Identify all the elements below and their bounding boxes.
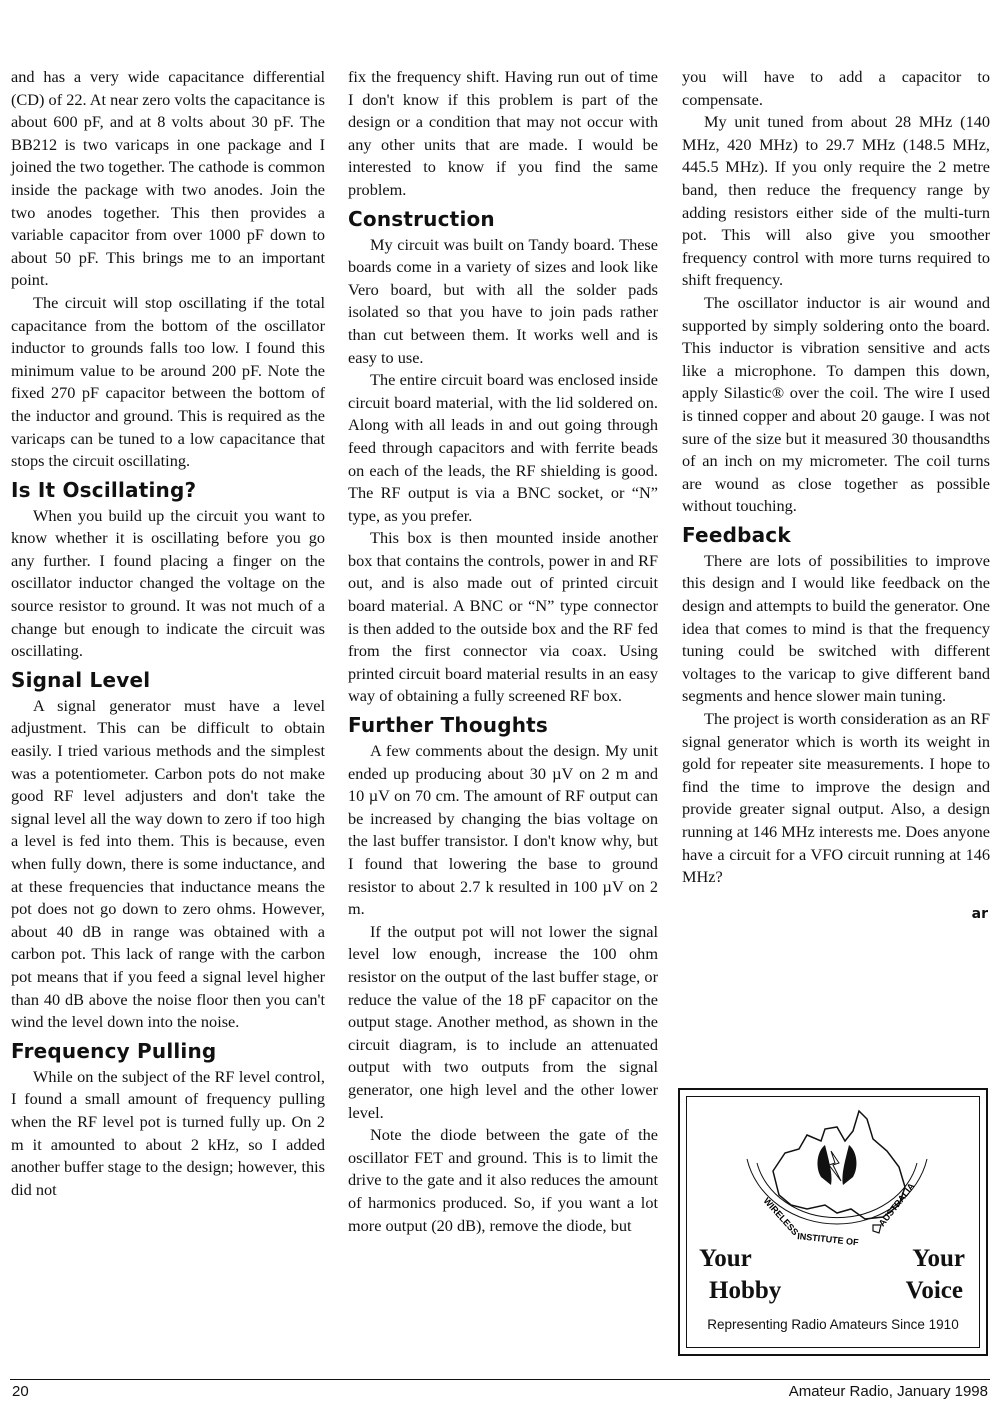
paragraph: A signal generator must have a level adjustment. This can be difficult to obtain easily. I tried various methods and the simplest was a potentiometer. Carbon pots do not make good RF level adjusters and don't take the signal level all the way down to zero if too high a level is fed into them. This is because, even when fully down, there is some inductance, and at these frequencies that inductance means the pot does not go down to zero ohms. However, about 40 dB in range was obtained with a carbon pot. This lack of range with the carbon pot means that if you feed a signal level higher than 40 dB above the noise floor then you can't wind the level down into the noise. xyxy=(11,695,325,1032)
paragraph: There are lots of possibilities to improve this design and I would like feedback on the design and attempts to build the generator. One idea that comes to mind is that the frequency tuning could be switched with different voltages to the varicap to give different band segments and hence slower main tuning. xyxy=(682,550,990,706)
slogan-your-left: Your xyxy=(699,1245,752,1272)
advertisement-inner-border xyxy=(686,1096,980,1348)
section-heading-feedback: Feedback xyxy=(682,522,791,547)
section-heading-oscillating: Is It Oscillating? xyxy=(11,477,197,502)
page-number: 20 xyxy=(12,1383,29,1400)
paragraph: While on the subject of the RF level control, I found a small amount of frequency pulling when the RF level pot is turned fully up. On 2 m it amounted to about 2 kHz, so I added another buffer stage to the design; however, this did not xyxy=(11,1066,325,1199)
article-column-3 xyxy=(682,66,990,925)
emblem-text-australia: AUSTRALIA xyxy=(876,1181,917,1229)
wia-advertisement xyxy=(678,1088,988,1356)
slogan-your-right: Your xyxy=(912,1245,965,1272)
publication-issue: Amateur Radio, January 1998 xyxy=(788,1383,988,1400)
section-heading-frequency-pulling: Frequency Pulling xyxy=(11,1038,217,1063)
paragraph: Note the diode between the gate of the oscillator FET and ground. This is to limit the drive to the gate and it also reduces the amount of harmonics produced. So, if you want a lot more output (20 dB), remove the diode, but xyxy=(348,1125,658,1235)
paragraph: My unit tuned from about 28 MHz (140 MHz, 420 MHz) to 29.7 MHz (148.5 MHz, 445.5 MHz). If you only require the 2 metre band, then reduce the frequency range by adding resistors either side of the multi-turn pot. This will also give you smoother frequency control with more turns required to shift frequency. xyxy=(682,112,990,290)
footer-rule xyxy=(10,1379,990,1380)
section-heading-further-thoughts: Further Thoughts xyxy=(348,713,549,738)
paragraph: you will have to add a capacitor to compensate. xyxy=(682,67,990,109)
paragraph: A few comments about the design. My unit ended up producing about 30 µV on 2 m and 10 µV on 70 cm. The amount of RF output can be increased by changing the bias voltage on the last buffer transistor. I don't know why, but I found that lowering the base to ground resistor to about 2.7 k resulted in 100 µV on 2 m. xyxy=(348,741,658,919)
slogan-voice: Voice xyxy=(905,1277,963,1304)
emblem-text-institute: INSTITUTE OF xyxy=(796,1231,859,1248)
paragraph: When you build up the circuit you want to know whether it is oscillating before you go any further. I found placing a finger on the oscillator inductor changed the voltage on the source resistor to ground. It was not much of a change but enough to indicate the circuit was oscillating. xyxy=(11,505,325,661)
section-heading-construction: Construction xyxy=(348,206,495,231)
wia-emblem-icon xyxy=(733,1101,939,1251)
advertisement-tagline: Representing Radio Amateurs Since 1910 xyxy=(707,1317,959,1332)
paragraph: The oscillator inductor is air wound and supported by simply soldering onto the board. This inductor is vibration sensitive and acts like a microphone. To dampen this down, apply Silastic® over the coil. The wire I used is tinned copper and about 20 gauge. I was not sure of the size but it measured 30 thousandths of an inch on my micrometer. The coil turns are wound as close together as possible without touching. xyxy=(682,292,990,516)
slogan-hobby: Hobby xyxy=(709,1277,782,1304)
paragraph: The entire circuit board was enclosed inside circuit board material, with the lid soldered on. Along with all leads in and out going through feed through capacitors and with ferrite beads on each of the leads, the RF shielding is good. The RF output is via a BNC socket, or “N” type, as you prefer. xyxy=(348,370,658,525)
article-column-1 xyxy=(11,66,325,1201)
paragraph: fix the frequency shift. Having run out of time I don't know if this problem is part of the design or a condition that may not occur with any other units that are made. I would be interested to know if you find the same problem. xyxy=(348,67,658,199)
article-column-2 xyxy=(348,66,658,1237)
paragraph: This box is then mounted inside another box that contains the controls, power in and RF out, and is also made out of printed circuit board material. A BNC or “N” type connector is then added to the outside box and the RF fed from the first connector via coax. Using printed circuit board material results in an easy way of obtaining a fully screened RF box. xyxy=(348,528,658,706)
paragraph: The circuit will stop oscillating if the total capacitance from the bottom of the oscillator inductor to grounds falls too low. I found this minimum value to be around 200 pF. Note the fixed 270 pF capacitor between the bottom of the inductor and ground. This is required as the varicaps can be tuned to a low capacitance that stops the circuit oscillating. xyxy=(11,292,325,471)
paragraph: My circuit was built on Tandy board. These boards come in a variety of sizes and look like Vero board, but with all the solder pads isolated so that you have to join pads rather than cut between them. It works well and is easy to use. xyxy=(348,234,658,367)
end-of-article-mark: ar xyxy=(971,905,988,922)
section-heading-signal-level: Signal Level xyxy=(11,667,151,692)
paragraph: and has a very wide capacitance differential (CD) of 22. At near zero volts the capacitance is about 600 pF, and at 8 volts about 30 pF. The BB212 is two varicaps in one package and I joined the two together. The cathode is common inside the package with two anodes. Join the two anodes together. This then provides a variable capacitor from over 1000 pF down to about 50 pF. This brings me to an important point. xyxy=(11,67,325,290)
emblem-text-wireless: WIRELESS xyxy=(761,1195,801,1238)
paragraph: If the output pot will not lower the signal level low enough, increase the 100 ohm resistor on the output of the last buffer stage, or reduce the value of the 18 pF capacitor on the output stage. Another method, as shown in the circuit diagram, is to include an attenuated output with two outputs from the signal generator, one high level and the other lower level. xyxy=(348,921,658,1122)
paragraph: The project is worth consideration as an RF signal generator which is worth its weight in gold for repeater site measurements. I hope to find the time to improve the design and provide greater signal output. Also, a design running at 146 MHz interests me. Does anyone have a circuit for a VFO circuit running at 146 MHz? xyxy=(682,709,990,887)
